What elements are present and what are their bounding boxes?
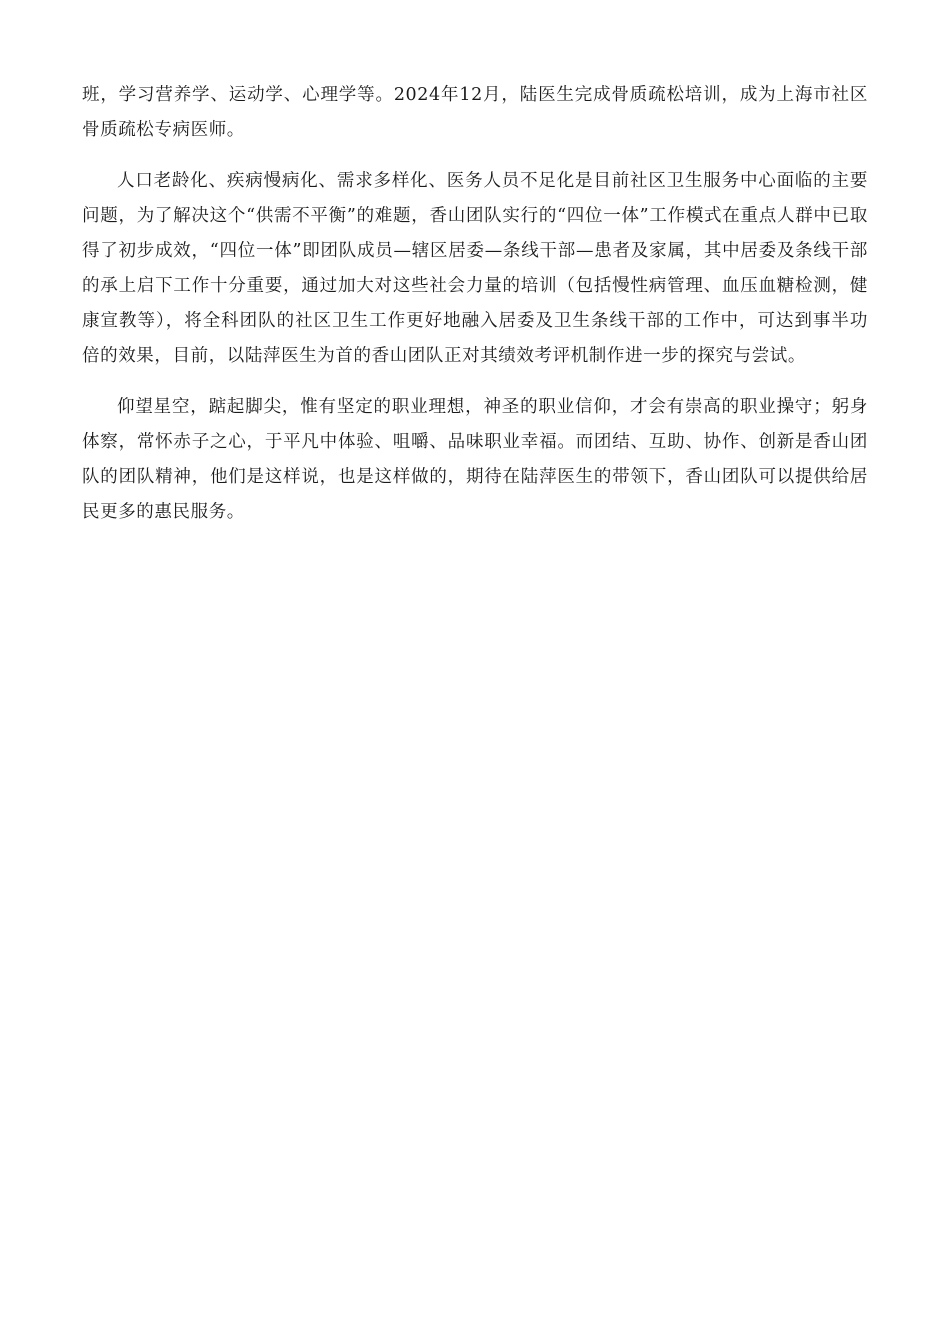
document-body	[82, 78, 868, 546]
paragraph-team-work-model: 人口老龄化、疾病慢病化、需求多样化、医务人员不足化是目前社区卫生服务中心面临的主要问题，为了解决这个“供需不平衡”的难题，香山团队实行的“四位一体”工作模式在重点人群中已取得了初步成效，“四位一体”即团队成员—辖区居委—条线干部—患者及家属，其中居委及条线干部的承上启下工作十分重要，通过加大对这些社会力量的培训（包括慢性病管理、血压血糖检测，健康宣教等），将全科团队的社区卫生工作更好地融入居委及卫生条线干部的工作中，可达到事半功倍的效果，目前，以陆萍医生为首的香山团队正对其绩效考评机制作进一步的探究与尝试。	[82, 171, 868, 366]
paragraph-continuation: 班，学习营养学、运动学、心理学等。2024年12月，陆医生完成骨质疏松培训，成为上海市社区骨质疏松专病医师。	[82, 85, 868, 140]
paragraph-team-spirit: 仰望星空，踮起脚尖，惟有坚定的职业理想，神圣的职业信仰，才会有崇高的职业操守；躬身体察，常怀赤子之心，于平凡中体验、咀嚼、品味职业幸福。而团结、互助、协作、创新是香山团队的团队精神，他们是这样说，也是这样做的，期待在陆萍医生的带领下，香山团队可以提供给居民更多的惠民服务。	[82, 397, 868, 522]
